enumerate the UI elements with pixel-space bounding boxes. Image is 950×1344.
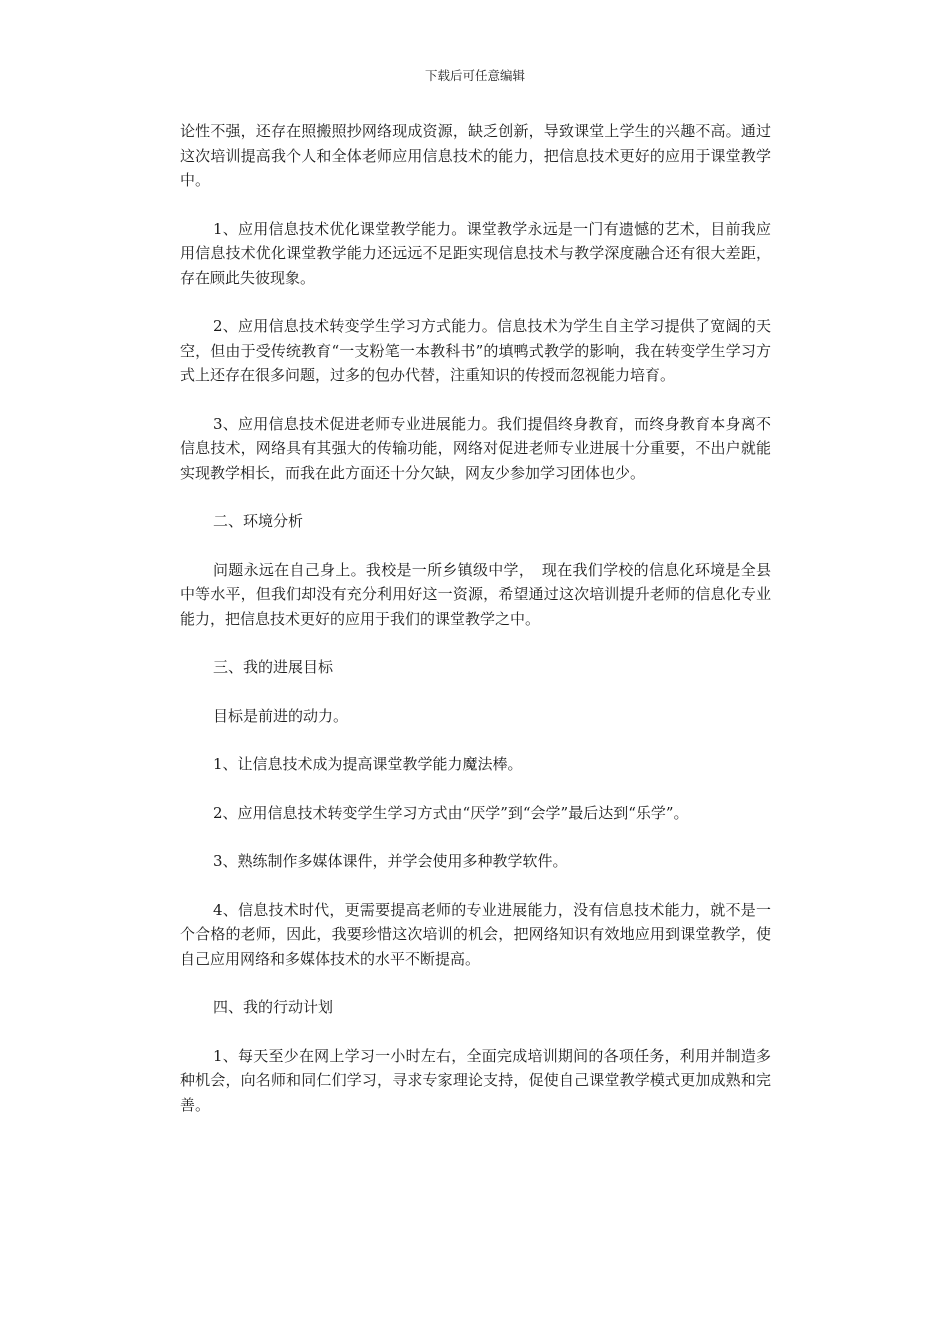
section-heading-action-plan: 四、我的行动计划 [213,998,334,1016]
section-heading-goals: 三、我的进展目标 [213,658,334,676]
paragraph-goal-1: 1、让信息技术成为提高课堂教学能力魔法棒。 [213,755,523,773]
paragraph-goal-4: 4、信息技术时代，更需要提高老师的专业进展能力，没有信息技术能力，就不是一个合格的老师，因此，我要珍惜这次培训的机会，把网络知识有效地应用到课堂教学，使自己应用网络和多媒体技术的水平不断提高。 [180,900,771,968]
page-header-note: 下载后可任意编辑 [424,68,525,83]
document-body [180,119,771,1141]
paragraph-action-1: 1、每天至少在网上学习一小时左右，全面完成培训期间的各项任务，利用并制造多种机会，向名师和同仁们学习，寻求专家理论支持，促使自己课堂教学模式更加成熟和完善。 [180,1046,771,1114]
paragraph-point-1-optimize-teaching: 1、应用信息技术优化课堂教学能力。课堂教学永远是一门有遗憾的艺术，目前我应用信息技术优化课堂教学能力还远远不足距实现信息技术与教学深度融合还有很大差距，存在顾此失彼现象。 [180,219,771,287]
section-heading-environment: 二、环境分析 [213,512,304,530]
paragraph-goal-2: 2、应用信息技术转变学生学习方式由“厌学”到“会学”最后达到“乐学”。 [213,803,689,822]
paragraph-goals-intro: 目标是前进的动力。 [213,706,349,725]
paragraph-environment-analysis: 问题永远在自己身上。我校是一所乡镇级中学， 现在我们学校的信息化环境是全县中等水平，但我们却没有充分利用好这一资源，希望通过这次培训提升老师的信息化专业能力，把信息技术更好的应用于我们的课堂教学之中。 [180,560,771,628]
paragraph-continued-intro: 论性不强，还存在照搬照抄网络现成资源，缺乏创新，导致课堂上学生的兴趣不高。通过这次培训提高我个人和全体老师应用信息技术的能力，把信息技术更好的应用于课堂教学中。 [180,122,771,189]
paragraph-point-3-professional-growth: 3、应用信息技术促进老师专业进展能力。我们提倡终身教育，而终身教育本身离不信息技术，网络具有其强大的传输功能，网络对促进老师专业进展十分重要，不出户就能实现教学相长，而我在此方面还十分欠缺，网友少参加学习团体也少。 [180,414,771,482]
paragraph-goal-3: 3、熟练制作多媒体课件，并学会使用多种教学软件。 [213,852,568,870]
paragraph-point-2-learning-style: 2、应用信息技术转变学生学习方式能力。信息技术为学生自主学习提供了宽阔的天空，但由于受传统教育“一支粉笔一本教科书”的填鸭式教学的影响，我在转变学生学习方式上还存在很多问题，过多的包办代替，注重知识的传授而忽视能力培育。 [180,317,771,384]
